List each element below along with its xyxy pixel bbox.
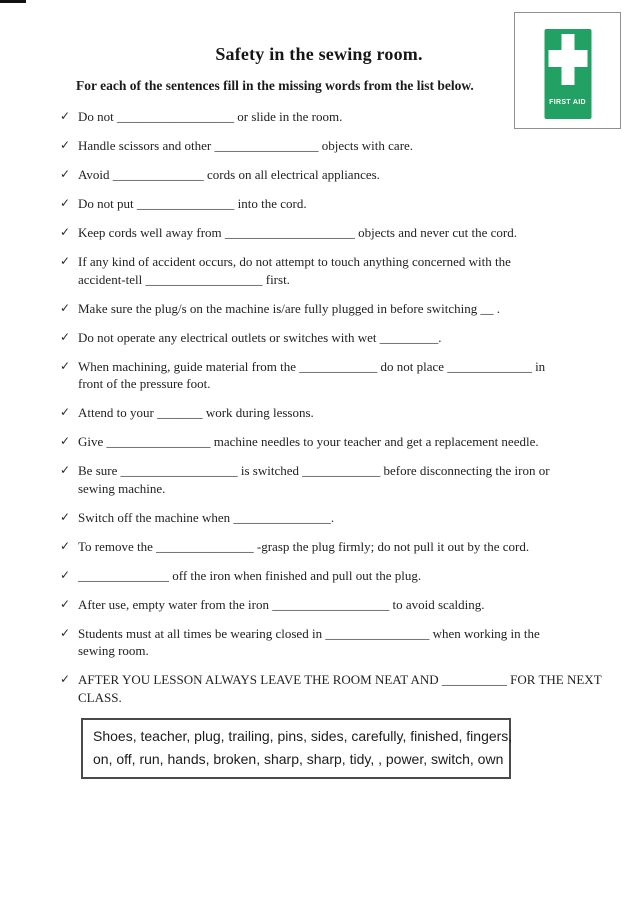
- item-text: Keep cords well away from ____________________ objects and never cut the cord.: [78, 225, 517, 240]
- checklist-item: [60, 329, 578, 347]
- checkmark-icon: ✓: [60, 225, 71, 239]
- checklist-item: [60, 108, 578, 126]
- checklist-item: [60, 195, 578, 213]
- checkmark-icon: ✓: [60, 538, 71, 553]
- checkmark-icon: ✓: [60, 138, 71, 152]
- item-text: To remove the _______________ -grasp the plug firmly; do not pull it out by the cord.: [78, 538, 530, 554]
- checkmark-icon: ✓: [60, 329, 71, 344]
- item-text: Make sure the plug/s on the machine is/are fully plugged in before switching __ .: [78, 300, 501, 316]
- word-bank-line: Shoes, teacher, plug, trailing, pins, sides, carefully, finished, fingers,: [93, 727, 513, 744]
- checklist-item: [60, 300, 578, 318]
- checkmark-icon: ✓: [60, 509, 71, 524]
- checklist-item: [60, 625, 578, 660]
- checkmark-icon: ✓: [60, 167, 71, 181]
- item-text: Handle scissors and other ________________ objects with care.: [78, 138, 414, 153]
- item-text: Students must at all times be wearing closed in ________________ when working in the: [78, 625, 540, 641]
- checklist-item: [60, 224, 578, 242]
- item-text: After use, empty water from the iron __________________ to avoid scalding.: [78, 596, 485, 612]
- checkmark-icon: ✓: [60, 254, 71, 268]
- checkmark-icon: ✓: [60, 300, 71, 315]
- checkmark-icon: ✓: [60, 196, 71, 210]
- item-text: sewing room.: [78, 643, 149, 658]
- checkmark-icon: ✓: [60, 358, 71, 373]
- checklist-item: [60, 358, 578, 393]
- first-aid-green-panel: [544, 29, 591, 119]
- checklist-item: [60, 596, 578, 614]
- item-text: Avoid ______________ cords on all electrical appliances.: [78, 167, 380, 182]
- instruction-text: For each of the sentences fill in the missing words from the list below.: [76, 78, 474, 93]
- item-text: Do not operate any electrical outlets or switches with wet _________.: [78, 329, 442, 345]
- item-text: AFTER YOU LESSON ALWAYS LEAVE THE ROOM NEAT AND __________ FOR THE NEXT: [78, 672, 602, 687]
- checkmark-icon: ✓: [60, 625, 71, 640]
- item-text: If any kind of accident occurs, do not attempt to touch anything concerned with the: [78, 254, 511, 269]
- checklist-item: [60, 538, 578, 556]
- checklist-item: [60, 137, 578, 155]
- word-bank-line: on, off, run, hands, broken, sharp, sharp, tidy, , power, switch, own: [93, 750, 504, 767]
- checkmark-icon: ✓: [60, 672, 71, 686]
- checkmark-icon: ✓: [60, 567, 71, 582]
- page-corner-mark: [0, 0, 26, 3]
- checklist-item: [60, 671, 602, 706]
- checkmark-icon: ✓: [60, 405, 71, 419]
- item-text: Switch off the machine when _______________.: [78, 509, 335, 525]
- checklist-item: [60, 509, 578, 527]
- checklist-item: [60, 166, 578, 184]
- item-text: front of the pressure foot.: [78, 376, 211, 391]
- checkmark-icon: ✓: [60, 434, 71, 448]
- checklist-item: [60, 433, 578, 451]
- checklist-item: [60, 567, 578, 585]
- item-text: CLASS.: [78, 689, 122, 705]
- item-text: Be sure __________________ is switched ____________ before disconnecting the iron or: [78, 463, 550, 478]
- checklist-item: [60, 404, 578, 422]
- page-title: Safety in the sewing room.: [215, 44, 423, 64]
- checklist-item: [60, 253, 578, 288]
- first-aid-sign: [514, 12, 621, 129]
- item-text: ______________ off the iron when finished and pull out the plug.: [78, 567, 422, 583]
- item-text: Do not __________________ or slide in the room.: [78, 109, 343, 124]
- checklist: [60, 108, 602, 706]
- checkmark-icon: ✓: [60, 463, 71, 477]
- checkmark-icon: ✓: [60, 109, 71, 123]
- item-text: Do not put _______________ into the cord.: [78, 196, 307, 211]
- item-text: Attend to your _______ work during lessons.: [78, 405, 314, 420]
- item-text: Give ________________ machine needles to your teacher and get a replacement needle.: [78, 434, 539, 449]
- checklist-item: [60, 462, 578, 497]
- item-text: When machining, guide material from the ____________ do not place _____________ in: [78, 358, 546, 374]
- item-text: accident-tell __________________ first.: [78, 271, 290, 287]
- item-text: sewing machine.: [78, 480, 166, 496]
- word-bank-box: [81, 718, 511, 779]
- checkmark-icon: ✓: [60, 596, 71, 611]
- first-aid-cross-icon: [548, 50, 587, 67]
- first-aid-label: FIRST AID: [549, 99, 586, 106]
